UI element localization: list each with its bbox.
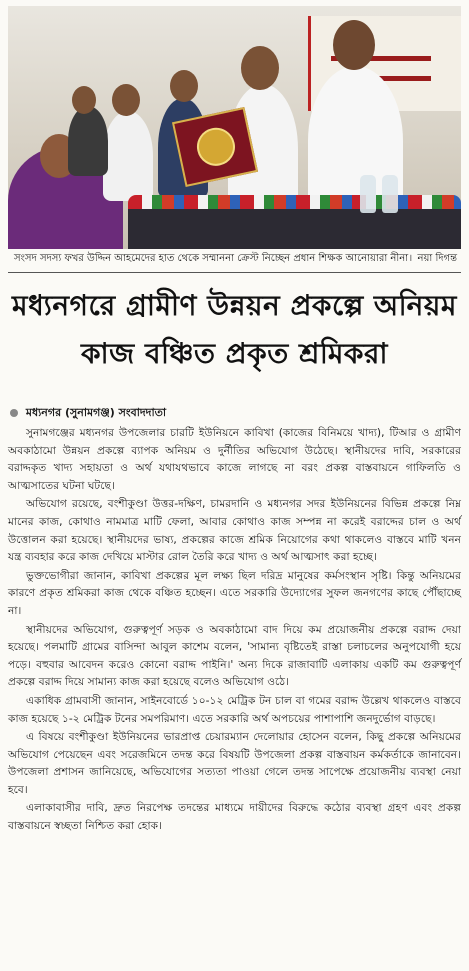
headline-line-1: মধ্যনগরে গ্রামীণ উন্নয়ন প্রকল্পে অনিয়ম [12, 289, 457, 322]
byline-text: মধ্যনগর (সুনামগঞ্জ) সংবাদদাতা [25, 406, 167, 419]
paragraph: স্থানীয়দের অভিযোগ, গুরুত্বপূর্ণ সড়ক ও অবকাঠামো বাদ দিয়ে কম প্রয়োজনীয় প্রকল্পে বরাদ্দ দেয়া হয়েছে। পলমাটি গ্রামের বাসিন্দা আবুল কাশেম বলেন, 'সামান্য বৃষ্টিতেই রাস্তা চলাচলের অনুপযোগী হয়ে পড়ে। বহুবার আবেদন করেও কোনো বরাদ্দ পাইনি।' অন্য দিকে রাজাবাটি এলাকায় একটি কম গুরুত্বপূর্ণ প্রকল্পে বরাদ্দ দিয়ে সামান্য কাজ করা হয়েছে বলেও অভিযোগ ওঠে। [8, 622, 461, 689]
news-photo [8, 6, 461, 249]
photo-caption [8, 250, 461, 268]
photo-credit [409, 250, 457, 268]
caption-separator: । [408, 253, 413, 264]
credit-text: নয়া দিগন্ত [417, 253, 457, 264]
stage-table [128, 209, 461, 249]
paragraph: অভিযোগ রয়েছে, বংশীকুণ্ডা উত্তর-দক্ষিণ, চামরদানি ও মধ্যনগর সদর ইউনিয়নের বিভিন্ন প্রকল্পে নিম্ন মানের কাজ, কোথাও নামমাত্র মাটি ফেলা, আবার কোথাও কাজ সম্পন্ন না করেই বরাদ্দের চাল ও অর্থ উত্তোলন করা হয়েছে। স্থানীয়দের ভাষ্য, প্রকল্পের কাজে শ্রমিক নিয়োগের কথা থাকলেও বাস্তবে মাটি খনন যন্ত্র ব্যবহার করে কাজ দেখিয়ে মাস্টার রোল তৈরি করে খাদ্য ও অর্থ আত্মসাৎ করা হচ্ছে। [8, 497, 461, 564]
paragraph: একাধিক গ্রামবাসী জানান, সাইনবোর্ডে ১০-১২ মেট্রিক টন চাল বা গমের বরাদ্দ উল্লেখ থাকলেও বাস্তবে কাজ হয়েছে ১-২ মেট্রিক টনের সমপরিমাণ। এতে সরকারি অর্থ অপচয়ের পাশাপাশি জনদুর্ভোগ বাড়ছে। [8, 693, 461, 725]
divider [8, 272, 461, 273]
paragraph: এলাকাবাসীর দাবি, দ্রুত নিরপেক্ষ তদন্তের মাধ্যমে দায়ীদের বিরুদ্ধে কঠোর ব্যবস্থা গ্রহণ এবং প্রকল্প বাস্তবায়নে স্বচ্ছতা নিশ্চিত করা হোক। [8, 801, 461, 833]
paragraph: এ বিষয়ে বংশীকুণ্ডা ইউনিয়নের ভারপ্রাপ্ত চেয়ারম্যান দেলোয়ার হোসেন বলেন, কিছু প্রকল্পে অনিয়মের অভিযোগ পেয়েছেন এবং সরেজমিনে তদন্ত করে বিষয়টি উপজেলা প্রকল্প বাস্তবায়ন কর্মকর্তাকে জানাবেন। উপজেলা প্রশাসন জানিয়েছে, অভিযোগের সত্যতা পাওয়া গেলে তদন্ত সাপেক্ষে প্রয়োজনীয় ব্যবস্থা নেয়া হবে। [8, 730, 461, 796]
caption-text: সংসদ সদস্য ফখর উদ্দিন আহমেদের হাত থেকে সম্মাননা ক্রেস্ট নিচ্ছেন প্রধান শিক্ষক আনোয়ারা নীনা [14, 253, 409, 264]
byline [10, 404, 166, 423]
headline-line-2: কাজ বঞ্চিত প্রকৃত শ্রমিকরা [80, 337, 389, 370]
bullet-icon [10, 409, 18, 417]
article-body [8, 424, 461, 836]
paragraph: সুনামগঞ্জের মধ্যনগর উপজেলার চারটি ইউনিয়নে কাবিখা (কাজের বিনিময়ে খাদ্য), টিআর ও গ্রামীণ অবকাঠামো উন্নয়ন প্রকল্পে ব্যাপক অনিয়ম ও দুর্নীতির অভিযোগ উঠেছে। স্থানীয়দের দাবি, সরকারের বরাদ্দকৃত খাদ্য সহায়তা ও অর্থ যথাযথভাবে কাজে লাগছে না বরং প্রকল্প বাস্তবায়নে গাফিলতি ও আত্মসাতের ঘটনা ঘটছে। [8, 426, 461, 492]
paragraph: ভুক্তভোগীরা জানান, কাবিখা প্রকল্পের মূল লক্ষ্য ছিল দরিদ্র মানুষের কর্মসংস্থান সৃষ্টি। কিন্তু অনিয়মের কারণে প্রকৃত শ্রমিকরা কাজ থেকে বঞ্চিত হচ্ছেন। এতে সরকারি উদ্যোগের সুফল জনগণের কাছে পৌঁছাচ্ছে না। [8, 568, 461, 617]
